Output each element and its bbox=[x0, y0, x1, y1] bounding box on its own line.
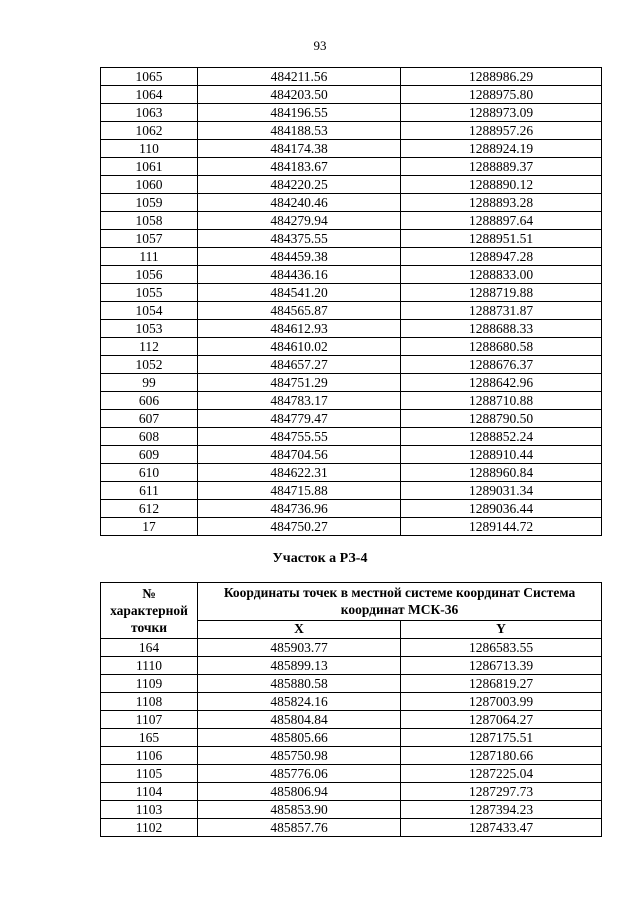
y-coordinate-cell: 1288833.00 bbox=[401, 266, 602, 284]
table-row bbox=[101, 657, 602, 675]
table-row bbox=[101, 693, 602, 711]
table-row bbox=[101, 729, 602, 747]
y-coordinate-cell: 1287064.27 bbox=[401, 711, 602, 729]
y-coordinate-cell: 1288947.28 bbox=[401, 248, 602, 266]
table-row bbox=[101, 446, 602, 464]
header-x: X bbox=[198, 620, 401, 638]
point-number-cell: 1053 bbox=[101, 320, 198, 338]
x-coordinate-cell: 484751.29 bbox=[198, 374, 401, 392]
table-row bbox=[101, 482, 602, 500]
header-point-number: № характерной точки bbox=[101, 583, 198, 639]
point-number-cell: 1104 bbox=[101, 783, 198, 801]
x-coordinate-cell: 485750.98 bbox=[198, 747, 401, 765]
y-coordinate-cell: 1288688.33 bbox=[401, 320, 602, 338]
table-row bbox=[101, 212, 602, 230]
table-row bbox=[101, 747, 602, 765]
point-number-cell: 165 bbox=[101, 729, 198, 747]
y-coordinate-cell: 1287433.47 bbox=[401, 819, 602, 837]
point-number-cell: 1102 bbox=[101, 819, 198, 837]
y-coordinate-cell: 1287394.23 bbox=[401, 801, 602, 819]
x-coordinate-cell: 484220.25 bbox=[198, 176, 401, 194]
y-coordinate-cell: 1287297.73 bbox=[401, 783, 602, 801]
header-y: Y bbox=[401, 620, 602, 638]
table-row bbox=[101, 783, 602, 801]
y-coordinate-cell: 1288676.37 bbox=[401, 356, 602, 374]
y-coordinate-cell: 1288973.09 bbox=[401, 104, 602, 122]
point-number-cell: 1103 bbox=[101, 801, 198, 819]
table-row bbox=[101, 428, 602, 446]
x-coordinate-cell: 485824.16 bbox=[198, 693, 401, 711]
x-coordinate-cell: 484183.67 bbox=[198, 158, 401, 176]
y-coordinate-cell: 1288790.50 bbox=[401, 410, 602, 428]
point-number-cell: 111 bbox=[101, 248, 198, 266]
point-number-cell: 1054 bbox=[101, 302, 198, 320]
point-number-cell: 606 bbox=[101, 392, 198, 410]
x-coordinate-cell: 484459.38 bbox=[198, 248, 401, 266]
table-row bbox=[101, 765, 602, 783]
x-coordinate-cell: 485806.94 bbox=[198, 783, 401, 801]
y-coordinate-cell: 1288986.29 bbox=[401, 68, 602, 86]
y-coordinate-cell: 1287225.04 bbox=[401, 765, 602, 783]
y-coordinate-cell: 1288890.12 bbox=[401, 176, 602, 194]
coordinates-table-bottom bbox=[100, 582, 602, 837]
x-coordinate-cell: 484436.16 bbox=[198, 266, 401, 284]
point-number-cell: 164 bbox=[101, 639, 198, 657]
table-row bbox=[101, 176, 602, 194]
table-row bbox=[101, 284, 602, 302]
table-row bbox=[101, 140, 602, 158]
point-number-cell: 608 bbox=[101, 428, 198, 446]
y-coordinate-cell: 1288719.88 bbox=[401, 284, 602, 302]
x-coordinate-cell: 485805.66 bbox=[198, 729, 401, 747]
point-number-cell: 1106 bbox=[101, 747, 198, 765]
x-coordinate-cell: 485853.90 bbox=[198, 801, 401, 819]
y-coordinate-cell: 1288960.84 bbox=[401, 464, 602, 482]
x-coordinate-cell: 485804.84 bbox=[198, 711, 401, 729]
y-coordinate-cell: 1288642.96 bbox=[401, 374, 602, 392]
y-coordinate-cell: 1288975.80 bbox=[401, 86, 602, 104]
y-coordinate-cell: 1288889.37 bbox=[401, 158, 602, 176]
section-title: Участок а РЗ-4 bbox=[272, 551, 368, 566]
x-coordinate-cell: 484704.56 bbox=[198, 446, 401, 464]
y-coordinate-cell: 1287175.51 bbox=[401, 729, 602, 747]
point-number-cell: 1064 bbox=[101, 86, 198, 104]
point-number-cell: 17 bbox=[101, 518, 198, 536]
table-row bbox=[101, 68, 602, 86]
x-coordinate-cell: 484211.56 bbox=[198, 68, 401, 86]
point-number-cell: 1107 bbox=[101, 711, 198, 729]
table-row bbox=[101, 302, 602, 320]
x-coordinate-cell: 484736.96 bbox=[198, 500, 401, 518]
table-row bbox=[101, 86, 602, 104]
y-coordinate-cell: 1286713.39 bbox=[401, 657, 602, 675]
x-coordinate-cell: 484541.20 bbox=[198, 284, 401, 302]
y-coordinate-cell: 1288910.44 bbox=[401, 446, 602, 464]
coordinates-table-top-body bbox=[101, 68, 602, 536]
point-number-cell: 1055 bbox=[101, 284, 198, 302]
y-coordinate-cell: 1286583.55 bbox=[401, 639, 602, 657]
x-coordinate-cell: 484196.55 bbox=[198, 104, 401, 122]
x-coordinate-cell: 484375.55 bbox=[198, 230, 401, 248]
table-row bbox=[101, 464, 602, 482]
y-coordinate-cell: 1286819.27 bbox=[401, 675, 602, 693]
table-row bbox=[101, 356, 602, 374]
table-row bbox=[101, 338, 602, 356]
y-coordinate-cell: 1288957.26 bbox=[401, 122, 602, 140]
table-row bbox=[101, 711, 602, 729]
x-coordinate-cell: 484188.53 bbox=[198, 122, 401, 140]
table-row bbox=[101, 500, 602, 518]
y-coordinate-cell: 1288710.88 bbox=[401, 392, 602, 410]
point-number-cell: 99 bbox=[101, 374, 198, 392]
point-number-cell: 1108 bbox=[101, 693, 198, 711]
table-row bbox=[101, 819, 602, 837]
table-row bbox=[101, 248, 602, 266]
point-number-cell: 1061 bbox=[101, 158, 198, 176]
x-coordinate-cell: 484715.88 bbox=[198, 482, 401, 500]
table-row bbox=[101, 410, 602, 428]
header-row bbox=[101, 583, 602, 621]
x-coordinate-cell: 484657.27 bbox=[198, 356, 401, 374]
table-row bbox=[101, 374, 602, 392]
page-number: 93 bbox=[313, 38, 327, 53]
point-number-cell: 1062 bbox=[101, 122, 198, 140]
x-coordinate-cell: 484612.93 bbox=[198, 320, 401, 338]
point-number-cell: 609 bbox=[101, 446, 198, 464]
point-number-cell: 1109 bbox=[101, 675, 198, 693]
x-coordinate-cell: 485899.13 bbox=[198, 657, 401, 675]
table-row bbox=[101, 675, 602, 693]
point-number-cell: 1105 bbox=[101, 765, 198, 783]
coordinates-table-top bbox=[100, 67, 602, 536]
table-row bbox=[101, 392, 602, 410]
x-coordinate-cell: 484755.55 bbox=[198, 428, 401, 446]
y-coordinate-cell: 1288951.51 bbox=[401, 230, 602, 248]
table-row bbox=[101, 518, 602, 536]
table-row bbox=[101, 122, 602, 140]
point-number-cell: 1056 bbox=[101, 266, 198, 284]
point-number-cell: 1052 bbox=[101, 356, 198, 374]
table-row bbox=[101, 104, 602, 122]
x-coordinate-cell: 484565.87 bbox=[198, 302, 401, 320]
point-number-cell: 611 bbox=[101, 482, 198, 500]
point-number-cell: 612 bbox=[101, 500, 198, 518]
x-coordinate-cell: 484750.27 bbox=[198, 518, 401, 536]
y-coordinate-cell: 1289144.72 bbox=[401, 518, 602, 536]
y-coordinate-cell: 1287180.66 bbox=[401, 747, 602, 765]
x-coordinate-cell: 485857.76 bbox=[198, 819, 401, 837]
y-coordinate-cell: 1288852.24 bbox=[401, 428, 602, 446]
table-row bbox=[101, 194, 602, 212]
point-number-cell: 1057 bbox=[101, 230, 198, 248]
table-row bbox=[101, 266, 602, 284]
y-coordinate-cell: 1288680.58 bbox=[401, 338, 602, 356]
point-number-cell: 112 bbox=[101, 338, 198, 356]
coordinates-table-bottom-body bbox=[101, 639, 602, 837]
x-coordinate-cell: 484174.38 bbox=[198, 140, 401, 158]
y-coordinate-cell: 1289036.44 bbox=[401, 500, 602, 518]
point-number-cell: 1059 bbox=[101, 194, 198, 212]
point-number-cell: 1065 bbox=[101, 68, 198, 86]
y-coordinate-cell: 1289031.34 bbox=[401, 482, 602, 500]
x-coordinate-cell: 484610.02 bbox=[198, 338, 401, 356]
x-coordinate-cell: 484203.50 bbox=[198, 86, 401, 104]
point-number-cell: 610 bbox=[101, 464, 198, 482]
y-coordinate-cell: 1287003.99 bbox=[401, 693, 602, 711]
x-coordinate-cell: 485776.06 bbox=[198, 765, 401, 783]
x-coordinate-cell: 484779.47 bbox=[198, 410, 401, 428]
x-coordinate-cell: 484783.17 bbox=[198, 392, 401, 410]
table-row bbox=[101, 320, 602, 338]
table-row bbox=[101, 639, 602, 657]
table-row bbox=[101, 230, 602, 248]
x-coordinate-cell: 484240.46 bbox=[198, 194, 401, 212]
x-coordinate-cell: 484279.94 bbox=[198, 212, 401, 230]
x-coordinate-cell: 485880.58 bbox=[198, 675, 401, 693]
y-coordinate-cell: 1288924.19 bbox=[401, 140, 602, 158]
point-number-cell: 1058 bbox=[101, 212, 198, 230]
point-number-cell: 110 bbox=[101, 140, 198, 158]
table-row bbox=[101, 801, 602, 819]
x-coordinate-cell: 485903.77 bbox=[198, 639, 401, 657]
y-coordinate-cell: 1288897.64 bbox=[401, 212, 602, 230]
point-number-cell: 1063 bbox=[101, 104, 198, 122]
x-coordinate-cell: 484622.31 bbox=[198, 464, 401, 482]
y-coordinate-cell: 1288731.87 bbox=[401, 302, 602, 320]
y-coordinate-cell: 1288893.28 bbox=[401, 194, 602, 212]
point-number-cell: 1060 bbox=[101, 176, 198, 194]
point-number-cell: 607 bbox=[101, 410, 198, 428]
point-number-cell: 1110 bbox=[101, 657, 198, 675]
coordinates-table-header bbox=[101, 583, 602, 639]
header-coords-title: Координаты точек в местной системе координат Система координат МСК-36 bbox=[198, 583, 602, 621]
table-row bbox=[101, 158, 602, 176]
